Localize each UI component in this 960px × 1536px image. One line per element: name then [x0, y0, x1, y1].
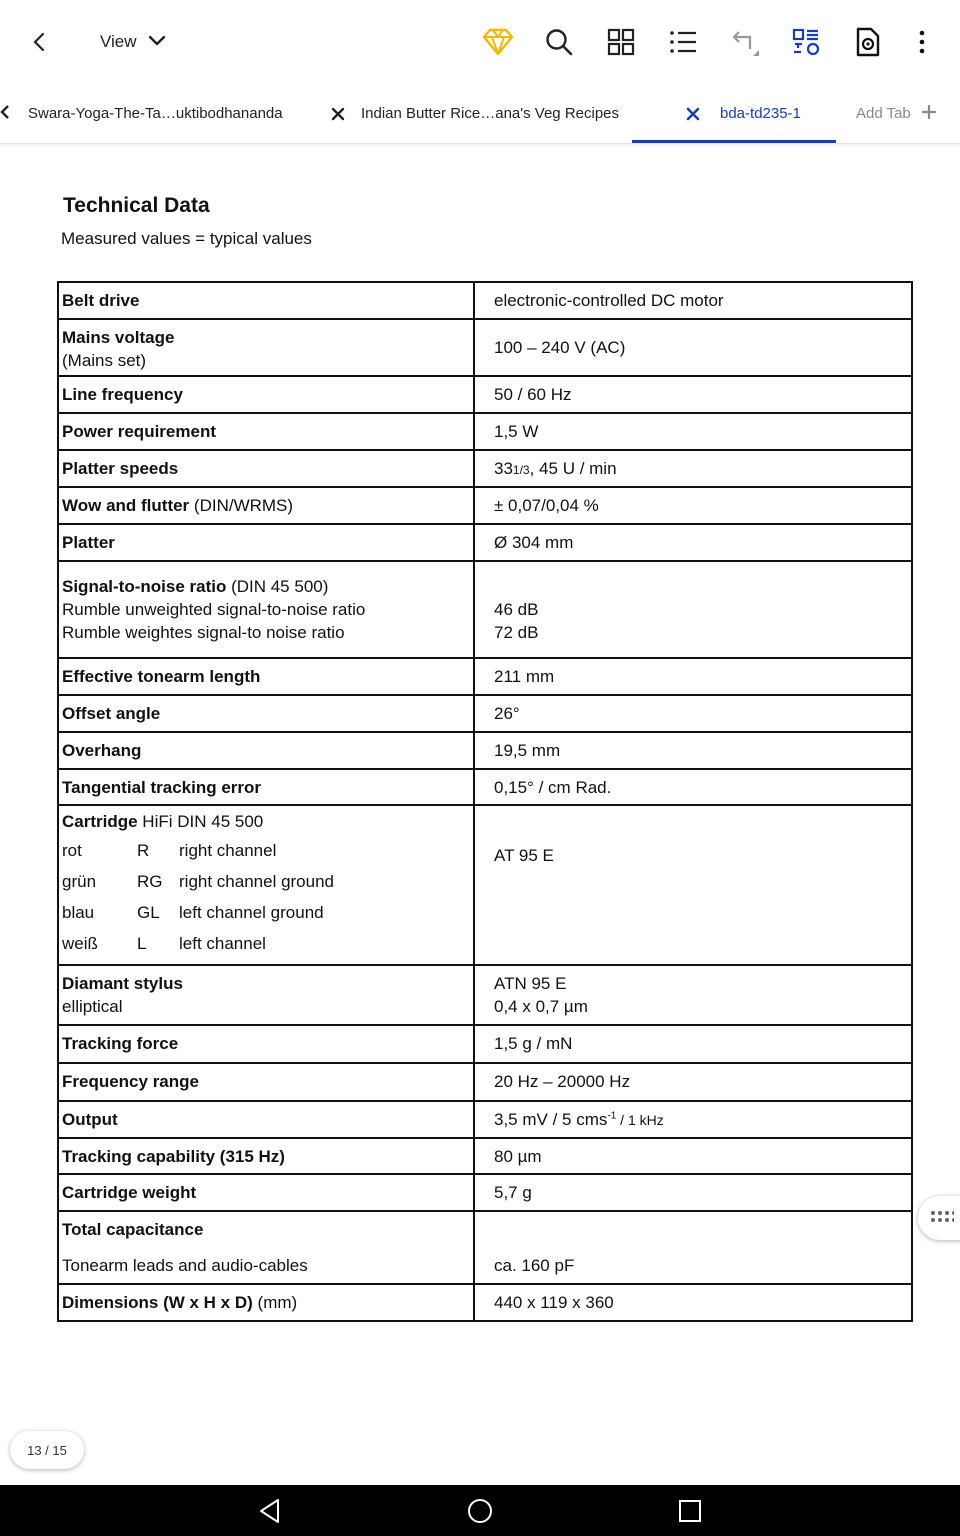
row-value: 72 dB — [494, 623, 539, 642]
document-settings-icon[interactable] — [844, 18, 892, 66]
row-subline: Rumble weightes signal-to noise ratio — [62, 623, 345, 642]
row-value: ± 0,07/0,04 % — [494, 496, 599, 515]
row-value: 100 – 240 V (AC) — [494, 338, 626, 357]
row-value — [494, 1110, 664, 1129]
speed-main: 33 — [494, 459, 513, 478]
table-row — [58, 413, 912, 450]
wire-row — [62, 866, 469, 897]
table-row — [58, 524, 912, 561]
row-value: 80 µm — [494, 1147, 542, 1166]
wire-desc: right channel ground — [179, 872, 335, 891]
table-row — [58, 1138, 912, 1174]
row-label: Tracking force — [62, 1034, 179, 1053]
close-icon[interactable] — [327, 103, 349, 125]
row-value: 46 dB — [494, 600, 539, 619]
text-reflow-icon[interactable] — [782, 18, 830, 66]
add-tab-label: Add Tab — [856, 105, 911, 122]
table-row — [58, 965, 912, 1025]
row-value: AT 95 E — [494, 846, 554, 865]
table-row — [58, 561, 912, 658]
row-label: Power requirement — [62, 422, 216, 441]
row-value: ca. 160 pF — [494, 1256, 575, 1275]
row-value: 26° — [494, 704, 520, 723]
table-row — [58, 1025, 912, 1063]
tab-swara-yoga[interactable] — [0, 84, 283, 143]
table-row — [58, 769, 912, 805]
row-label: Belt drive — [62, 291, 140, 310]
row-label: Mains voltage — [62, 328, 175, 347]
row-value: 1,5 W — [494, 422, 539, 441]
row-note: HiFi DIN 45 500 — [137, 812, 264, 831]
wire-color: weiß — [62, 934, 98, 953]
search-icon[interactable] — [535, 18, 583, 66]
row-label: Total capacitance — [62, 1220, 204, 1239]
document-subtitle: Measured values = typical values — [61, 229, 312, 248]
view-menu-button[interactable] — [100, 20, 167, 64]
row-value — [494, 459, 617, 478]
row-value: 19,5 mm — [494, 741, 561, 760]
top-app-bar — [0, 0, 960, 84]
table-row — [58, 695, 912, 732]
row-label: Diamant stylus — [62, 974, 183, 993]
wire-code: GL — [137, 903, 160, 922]
table-row — [58, 658, 912, 695]
wire-desc: right channel — [179, 841, 277, 860]
row-label: Line frequency — [62, 385, 183, 404]
wire-code: RG — [137, 872, 163, 891]
table-row — [58, 487, 912, 524]
wire-row — [62, 897, 469, 928]
plus-icon — [921, 104, 937, 124]
row-label: Dimensions (W x H x D) — [62, 1293, 253, 1312]
row-subline: Tonearm leads and audio-cables — [62, 1256, 308, 1275]
table-row — [58, 282, 912, 319]
row-label: Signal-to-noise ratio — [62, 577, 227, 596]
row-value: 0,4 x 0,7 µm — [494, 997, 588, 1016]
system-navigation-bar — [0, 1485, 960, 1536]
table-row — [58, 1101, 912, 1138]
output-main: 3,5 mV / 5 cms — [494, 1110, 608, 1129]
wire-code: L — [137, 934, 147, 953]
dots-grid-icon — [930, 1209, 954, 1227]
row-value: 0,15° / cm Rad. — [494, 778, 612, 797]
technical-data-table — [57, 281, 913, 1322]
nav-home-icon[interactable] — [460, 1491, 500, 1531]
row-note: (mm) — [252, 1293, 298, 1312]
row-label: Wow and flutter — [62, 496, 190, 515]
tab-bda-td235[interactable] — [682, 84, 801, 143]
chevron-down-icon — [147, 29, 167, 56]
tab-label: Indian Butter Rice…ana's Veg Recipes — [361, 105, 620, 122]
output-frequency: / 1 kHz — [616, 1112, 664, 1128]
quick-tools-handle[interactable] — [918, 1196, 960, 1240]
wire-desc: left channel — [179, 934, 266, 953]
row-label: Platter speeds — [62, 459, 179, 478]
tab-label: Swara-Yoga-The-Ta…uktibodhananda — [28, 105, 283, 122]
row-label: Platter — [62, 533, 115, 552]
row-label: Tangential tracking error — [62, 778, 262, 797]
wire-color: rot — [62, 841, 82, 860]
row-label: Cartridge weight — [62, 1183, 197, 1202]
wire-row — [62, 928, 469, 959]
table-row — [58, 1284, 912, 1321]
row-value: 20 Hz – 20000 Hz — [494, 1072, 631, 1091]
speed-rest: , 45 U / min — [529, 459, 617, 478]
table-row — [58, 732, 912, 769]
tab-indian-butter-rice[interactable] — [327, 84, 619, 143]
row-value: 440 x 119 x 360 — [494, 1293, 614, 1312]
nav-recents-icon[interactable] — [670, 1491, 710, 1531]
row-label: Offset angle — [62, 704, 161, 723]
chevron-left-icon — [0, 105, 10, 123]
wire-row — [62, 835, 469, 866]
close-icon[interactable] — [682, 103, 704, 125]
row-note: elliptical — [62, 997, 123, 1016]
table-row — [58, 805, 912, 965]
view-menu-label: View — [100, 32, 137, 51]
table-row — [58, 319, 912, 376]
undo-icon[interactable] — [720, 18, 768, 66]
row-label: Overhang — [62, 741, 142, 760]
wire-color: grün — [62, 872, 97, 891]
row-value: 211 mm — [494, 667, 555, 686]
row-note: (Mains set) — [62, 351, 147, 370]
row-value: 1,5 g / mN — [494, 1034, 573, 1053]
back-arrow-icon[interactable] — [16, 18, 64, 66]
table-row — [58, 1174, 912, 1211]
row-label: Effective tonearm length — [62, 667, 261, 686]
table-row — [58, 1063, 912, 1101]
row-label: Cartridge — [62, 812, 138, 831]
page-indicator[interactable]: 13 / 15 — [10, 1431, 84, 1469]
active-tab-indicator — [632, 140, 836, 143]
speed-fraction: 1/3 — [512, 463, 530, 477]
row-note: (DIN 45 500) — [226, 577, 329, 596]
add-tab-button[interactable] — [856, 84, 937, 143]
tab-bar — [0, 84, 960, 144]
row-value: Ø 304 mm — [494, 533, 574, 552]
row-subline: Rumble unweighted signal-to-noise ratio — [62, 600, 366, 619]
table-row — [58, 376, 912, 413]
wire-desc: left channel ground — [179, 903, 324, 922]
row-value: ATN 95 E — [494, 974, 567, 993]
table-row — [58, 450, 912, 487]
output-exponent: -1 — [607, 1110, 617, 1122]
row-label: Frequency range — [62, 1072, 199, 1091]
row-value: 50 / 60 Hz — [494, 385, 572, 404]
wire-color: blau — [62, 903, 95, 922]
tab-label: bda-td235-1 — [720, 105, 801, 122]
row-note: (DIN/WRMS) — [189, 496, 294, 515]
table-row — [58, 1211, 912, 1284]
row-label: Output — [62, 1110, 118, 1129]
premium-diamond-icon[interactable] — [474, 18, 522, 66]
row-value: 5,7 g — [494, 1183, 532, 1202]
row-label: Tracking capability (315 Hz) — [62, 1147, 285, 1166]
document-title: Technical Data — [63, 194, 210, 217]
row-value: electronic-controlled DC motor — [494, 291, 724, 310]
list-icon[interactable] — [659, 18, 707, 66]
wire-code: R — [137, 841, 150, 860]
nav-back-icon[interactable] — [250, 1491, 290, 1531]
grid-view-icon[interactable] — [597, 18, 645, 66]
more-vertical-icon[interactable] — [898, 18, 946, 66]
